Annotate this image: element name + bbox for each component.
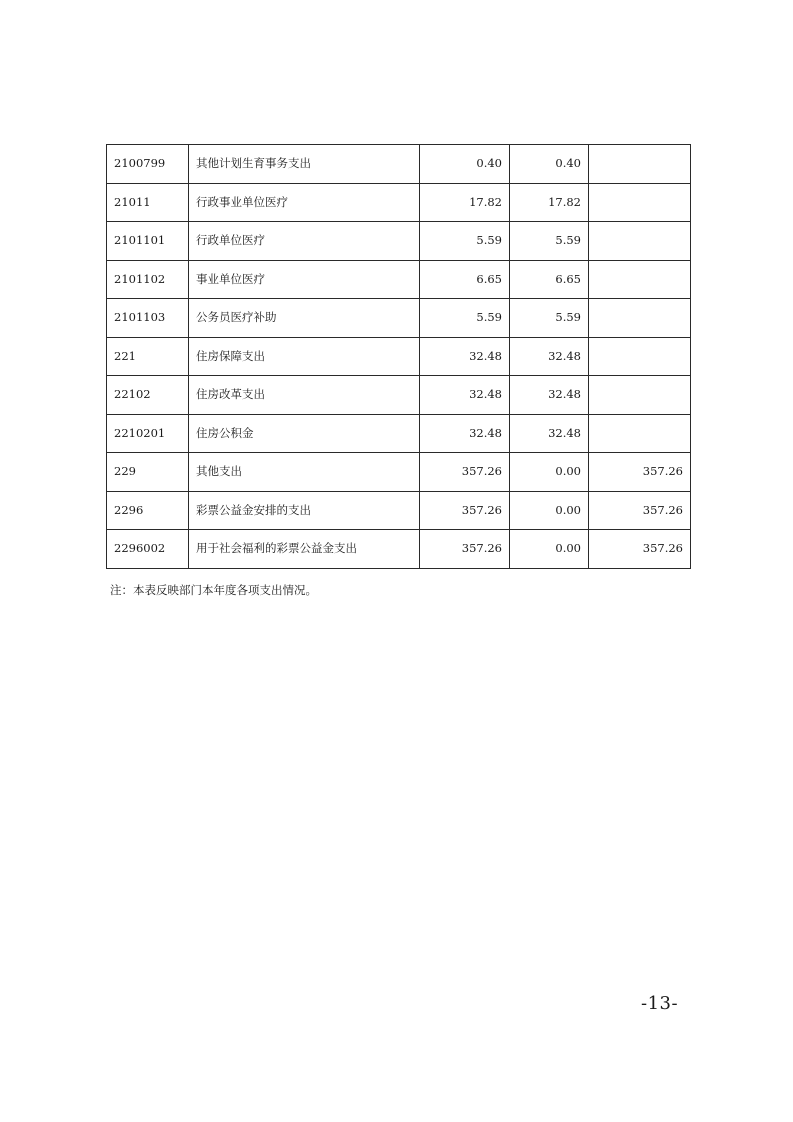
table-row [107,530,691,569]
subject-name-cell: 其他支出 [189,453,420,492]
total-amount-cell: 5.59 [420,222,510,261]
project-expense-cell [589,222,691,261]
table-row [107,260,691,299]
basic-expense-cell: 0.00 [510,530,589,569]
basic-expense-cell: 0.00 [510,453,589,492]
subject-code-cell: 21011 [107,183,189,222]
project-expense-cell [589,299,691,338]
subject-name-cell: 住房公积金 [189,414,420,453]
basic-expense-cell: 6.65 [510,260,589,299]
subject-code-cell: 2101102 [107,260,189,299]
table-row [107,183,691,222]
subject-name-cell: 行政事业单位医疗 [189,183,420,222]
total-amount-cell: 17.82 [420,183,510,222]
total-amount-cell: 32.48 [420,337,510,376]
subject-name-cell: 住房保障支出 [189,337,420,376]
table-row [107,453,691,492]
project-expense-cell: 357.26 [589,530,691,569]
page-number: -13- [641,993,679,1014]
expenditure-table-body [107,145,691,569]
subject-code-cell: 2296 [107,491,189,530]
basic-expense-cell: 32.48 [510,376,589,415]
project-expense-cell: 357.26 [589,491,691,530]
total-amount-cell: 5.59 [420,299,510,338]
project-expense-cell [589,145,691,184]
basic-expense-cell: 5.59 [510,299,589,338]
subject-code-cell: 221 [107,337,189,376]
table-row [107,145,691,184]
basic-expense-cell: 17.82 [510,183,589,222]
project-expense-cell [589,260,691,299]
project-expense-cell [589,183,691,222]
table-row [107,337,691,376]
subject-name-cell: 事业单位医疗 [189,260,420,299]
subject-code-cell: 2296002 [107,530,189,569]
project-expense-cell [589,414,691,453]
table-footnote: 注：本表反映部门本年度各项支出情况。 [110,583,317,597]
total-amount-cell: 357.26 [420,530,510,569]
total-amount-cell: 6.65 [420,260,510,299]
subject-code-cell: 2101101 [107,222,189,261]
basic-expense-cell: 32.48 [510,414,589,453]
basic-expense-cell: 0.40 [510,145,589,184]
total-amount-cell: 357.26 [420,453,510,492]
subject-name-cell: 行政单位医疗 [189,222,420,261]
subject-code-cell: 2210201 [107,414,189,453]
table-row [107,299,691,338]
subject-name-cell: 彩票公益金安排的支出 [189,491,420,530]
expenditure-table [106,144,691,569]
basic-expense-cell: 5.59 [510,222,589,261]
total-amount-cell: 32.48 [420,414,510,453]
table-row [107,376,691,415]
table-row [107,491,691,530]
subject-code-cell: 229 [107,453,189,492]
basic-expense-cell: 32.48 [510,337,589,376]
project-expense-cell [589,376,691,415]
total-amount-cell: 0.40 [420,145,510,184]
subject-name-cell: 其他计划生育事务支出 [189,145,420,184]
basic-expense-cell: 0.00 [510,491,589,530]
subject-name-cell: 住房改革支出 [189,376,420,415]
total-amount-cell: 32.48 [420,376,510,415]
subject-code-cell: 2100799 [107,145,189,184]
subject-name-cell: 用于社会福利的彩票公益金支出 [189,530,420,569]
subject-code-cell: 22102 [107,376,189,415]
total-amount-cell: 357.26 [420,491,510,530]
subject-code-cell: 2101103 [107,299,189,338]
subject-name-cell: 公务员医疗补助 [189,299,420,338]
table-row [107,414,691,453]
project-expense-cell: 357.26 [589,453,691,492]
project-expense-cell [589,337,691,376]
table-row [107,222,691,261]
